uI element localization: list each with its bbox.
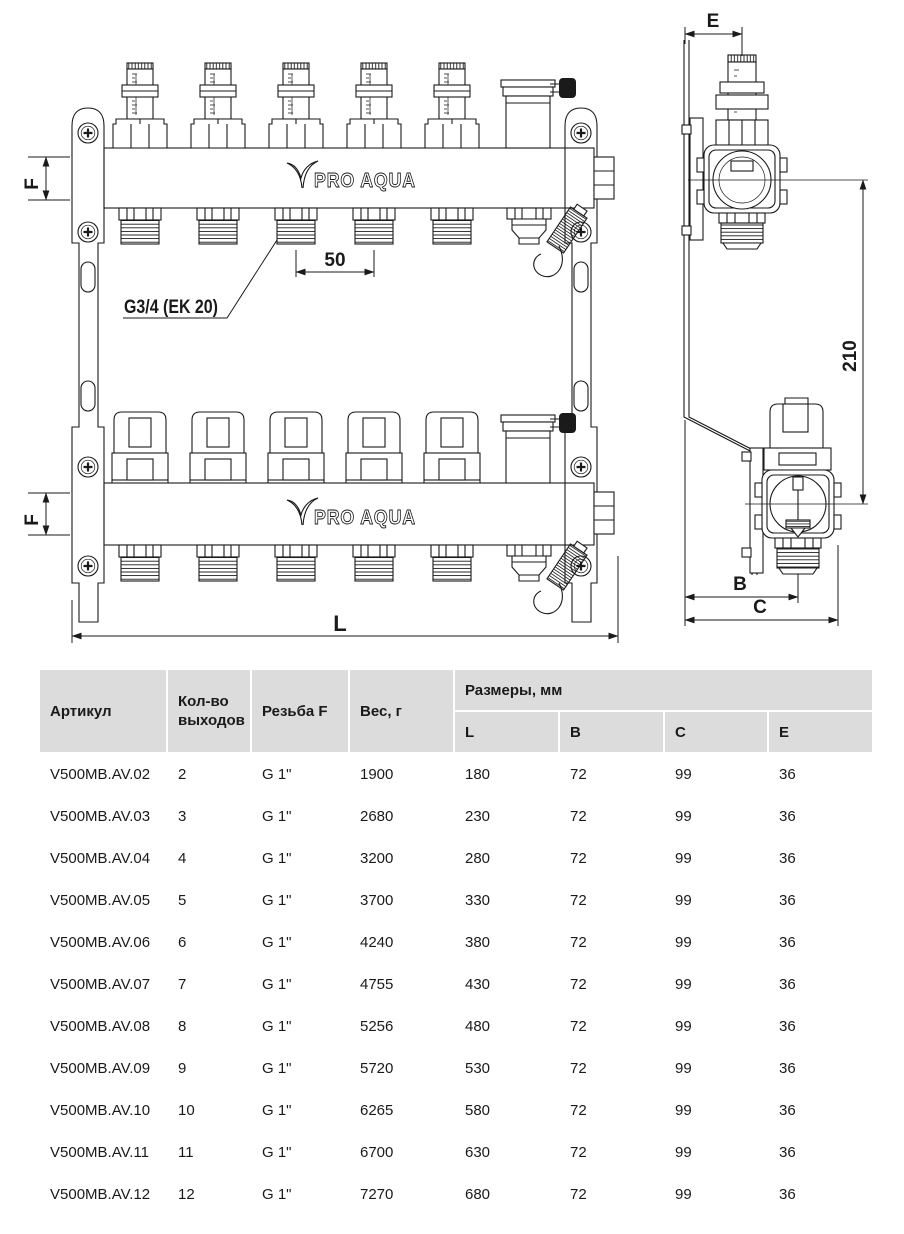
- screw-icon: [78, 123, 98, 143]
- dimension-f-bottom: [22, 493, 70, 535]
- table-row: [40, 1048, 872, 1088]
- cell-thread: G 1": [252, 1090, 348, 1130]
- cell-thread: G 1": [252, 1132, 348, 1172]
- valve-cap: [112, 412, 168, 483]
- cell-e: 36: [769, 922, 872, 962]
- header-l: L: [455, 712, 558, 752]
- cell-article: V500MB.AV.08: [40, 1006, 166, 1046]
- cell-b: 72: [560, 1006, 663, 1046]
- valve-cap: [346, 412, 402, 483]
- left-bracket: [72, 108, 104, 622]
- cell-weight: 6265: [350, 1090, 453, 1130]
- svg-text:210: 210: [840, 340, 861, 372]
- cell-article: V500MB.AV.07: [40, 964, 166, 1004]
- cell-outputs: 6: [168, 922, 250, 962]
- cell-weight: 5720: [350, 1048, 453, 1088]
- header-row-1: [40, 670, 872, 710]
- cell-outputs: 5: [168, 880, 250, 920]
- cell-c: 99: [665, 1090, 767, 1130]
- cell-l: 580: [455, 1090, 558, 1130]
- screw-icon: [78, 457, 98, 477]
- cell-e: 36: [769, 1006, 872, 1046]
- table-row: [40, 1132, 872, 1172]
- cell-weight: 6700: [350, 1132, 453, 1172]
- header-dimensions-group: Размеры, мм: [455, 670, 872, 710]
- side-upper-body: [697, 145, 787, 249]
- cell-e: 36: [769, 754, 872, 794]
- cell-e: 36: [769, 1048, 872, 1088]
- flow-meter: [425, 63, 479, 148]
- side-valve: [755, 398, 841, 574]
- cell-article: V500MB.AV.12: [40, 1174, 166, 1214]
- table-row: [40, 964, 872, 1004]
- cell-weight: 4240: [350, 922, 453, 962]
- cell-c: 99: [665, 1132, 767, 1172]
- cell-article: V500MB.AV.03: [40, 796, 166, 836]
- valve-cap: [424, 412, 480, 483]
- cell-l: 380: [455, 922, 558, 962]
- outlet: [431, 208, 473, 244]
- outlet: [119, 545, 161, 581]
- cell-article: V500MB.AV.10: [40, 1090, 166, 1130]
- brand-text: PRO AQUA: [314, 170, 416, 192]
- cell-article: V500MB.AV.06: [40, 922, 166, 962]
- cell-outputs: 12: [168, 1174, 250, 1214]
- svg-text:F: F: [22, 514, 43, 526]
- table-row: [40, 754, 872, 794]
- cell-outputs: 3: [168, 796, 250, 836]
- dimension-e: [685, 11, 742, 56]
- outlet: [197, 545, 239, 581]
- cell-e: 36: [769, 1174, 872, 1214]
- cell-b: 72: [560, 922, 663, 962]
- svg-text:B: B: [733, 574, 747, 595]
- cell-weight: 2680: [350, 796, 453, 836]
- cell-thread: G 1": [252, 880, 348, 920]
- cell-article: V500MB.AV.02: [40, 754, 166, 794]
- cell-article: V500MB.AV.09: [40, 1048, 166, 1088]
- cell-e: 36: [769, 964, 872, 1004]
- header-weight: Вес, г: [350, 670, 453, 752]
- valve-cap: [268, 412, 324, 483]
- table-row: [40, 922, 872, 962]
- table-row: [40, 1174, 872, 1214]
- header-b: B: [560, 712, 663, 752]
- cell-e: 36: [769, 838, 872, 878]
- cell-weight: 1900: [350, 754, 453, 794]
- cell-article: V500MB.AV.11: [40, 1132, 166, 1172]
- cell-b: 72: [560, 880, 663, 920]
- side-flow-meter: [716, 55, 768, 145]
- cell-l: 680: [455, 1174, 558, 1214]
- header-thread: Резьба F: [252, 670, 348, 752]
- cell-b: 72: [560, 1174, 663, 1214]
- cell-c: 99: [665, 754, 767, 794]
- cell-l: 480: [455, 1006, 558, 1046]
- cell-l: 280: [455, 838, 558, 878]
- cell-outputs: 8: [168, 1006, 250, 1046]
- brand-logo: [287, 498, 416, 529]
- header-article: Артикул: [40, 670, 166, 752]
- cell-weight: 7270: [350, 1174, 453, 1214]
- svg-text:E: E: [706, 11, 720, 32]
- screw-icon: [78, 556, 98, 576]
- spec-table: [38, 668, 874, 1216]
- cell-b: 72: [560, 754, 663, 794]
- outlet: [353, 545, 395, 581]
- dimension-210: [840, 180, 863, 504]
- table-row: [40, 880, 872, 920]
- svg-text:G3/4 (EK 20): G3/4 (EK 20): [124, 297, 218, 318]
- cell-thread: G 1": [252, 964, 348, 1004]
- dimension-50: [296, 250, 374, 277]
- cell-b: 72: [560, 1048, 663, 1088]
- cell-e: 36: [769, 880, 872, 920]
- cell-thread: G 1": [252, 838, 348, 878]
- cell-thread: G 1": [252, 1006, 348, 1046]
- cell-b: 72: [560, 964, 663, 1004]
- cell-l: 630: [455, 1132, 558, 1172]
- table-row: [40, 1090, 872, 1130]
- outlet: [119, 208, 161, 244]
- cell-c: 99: [665, 880, 767, 920]
- header-outputs: Кол-во выходов: [168, 670, 250, 752]
- cell-thread: G 1": [252, 754, 348, 794]
- cell-outputs: 11: [168, 1132, 250, 1172]
- cell-l: 230: [455, 796, 558, 836]
- cell-article: V500MB.AV.04: [40, 838, 166, 878]
- cell-l: 180: [455, 754, 558, 794]
- flow-meter: [269, 63, 323, 148]
- cell-outputs: 4: [168, 838, 250, 878]
- cell-weight: 3700: [350, 880, 453, 920]
- cell-e: 36: [769, 1132, 872, 1172]
- cell-c: 99: [665, 1048, 767, 1088]
- side-view: [682, 11, 868, 626]
- svg-text:50: 50: [324, 250, 346, 271]
- cell-c: 99: [665, 964, 767, 1004]
- cell-c: 99: [665, 838, 767, 878]
- cell-thread: G 1": [252, 796, 348, 836]
- table-row: [40, 796, 872, 836]
- brand-text: PRO AQUA: [314, 507, 416, 529]
- screw-icon: [78, 222, 98, 242]
- thread-callout: [123, 240, 277, 318]
- header-e: E: [769, 712, 872, 752]
- cell-c: 99: [665, 1174, 767, 1214]
- cell-l: 530: [455, 1048, 558, 1088]
- table-row: [40, 1006, 872, 1046]
- cell-weight: 5256: [350, 1006, 453, 1046]
- cell-e: 36: [769, 1090, 872, 1130]
- cell-weight: 3200: [350, 838, 453, 878]
- header-c: C: [665, 712, 767, 752]
- cell-outputs: 2: [168, 754, 250, 794]
- outlet: [275, 545, 317, 581]
- flow-meter: [347, 63, 401, 148]
- cell-thread: G 1": [252, 1174, 348, 1214]
- cell-thread: G 1": [252, 922, 348, 962]
- dimension-f-top: [22, 157, 70, 200]
- screw-icon: [571, 457, 591, 477]
- svg-text:F: F: [22, 178, 43, 190]
- svg-text:L: L: [333, 611, 347, 636]
- cell-b: 72: [560, 1132, 663, 1172]
- cell-c: 99: [665, 922, 767, 962]
- cell-article: V500MB.AV.05: [40, 880, 166, 920]
- cell-l: 430: [455, 964, 558, 1004]
- cell-b: 72: [560, 838, 663, 878]
- cell-outputs: 10: [168, 1090, 250, 1130]
- screw-icon: [571, 123, 591, 143]
- outlet: [353, 208, 395, 244]
- cell-weight: 4755: [350, 964, 453, 1004]
- flow-meter: [191, 63, 245, 148]
- outlet: [275, 208, 317, 244]
- cell-b: 72: [560, 796, 663, 836]
- table-row: [40, 838, 872, 878]
- cell-thread: G 1": [252, 1048, 348, 1088]
- outlet: [197, 208, 239, 244]
- cell-l: 330: [455, 880, 558, 920]
- flow-meter: [113, 63, 167, 148]
- cell-c: 99: [665, 1006, 767, 1046]
- cell-e: 36: [769, 796, 872, 836]
- svg-text:C: C: [753, 597, 767, 618]
- cell-outputs: 9: [168, 1048, 250, 1088]
- cell-b: 72: [560, 1090, 663, 1130]
- cell-outputs: 7: [168, 964, 250, 1004]
- front-view: [22, 63, 618, 643]
- brand-logo: [287, 161, 416, 192]
- valve-cap: [190, 412, 246, 483]
- outlet: [431, 545, 473, 581]
- cell-c: 99: [665, 796, 767, 836]
